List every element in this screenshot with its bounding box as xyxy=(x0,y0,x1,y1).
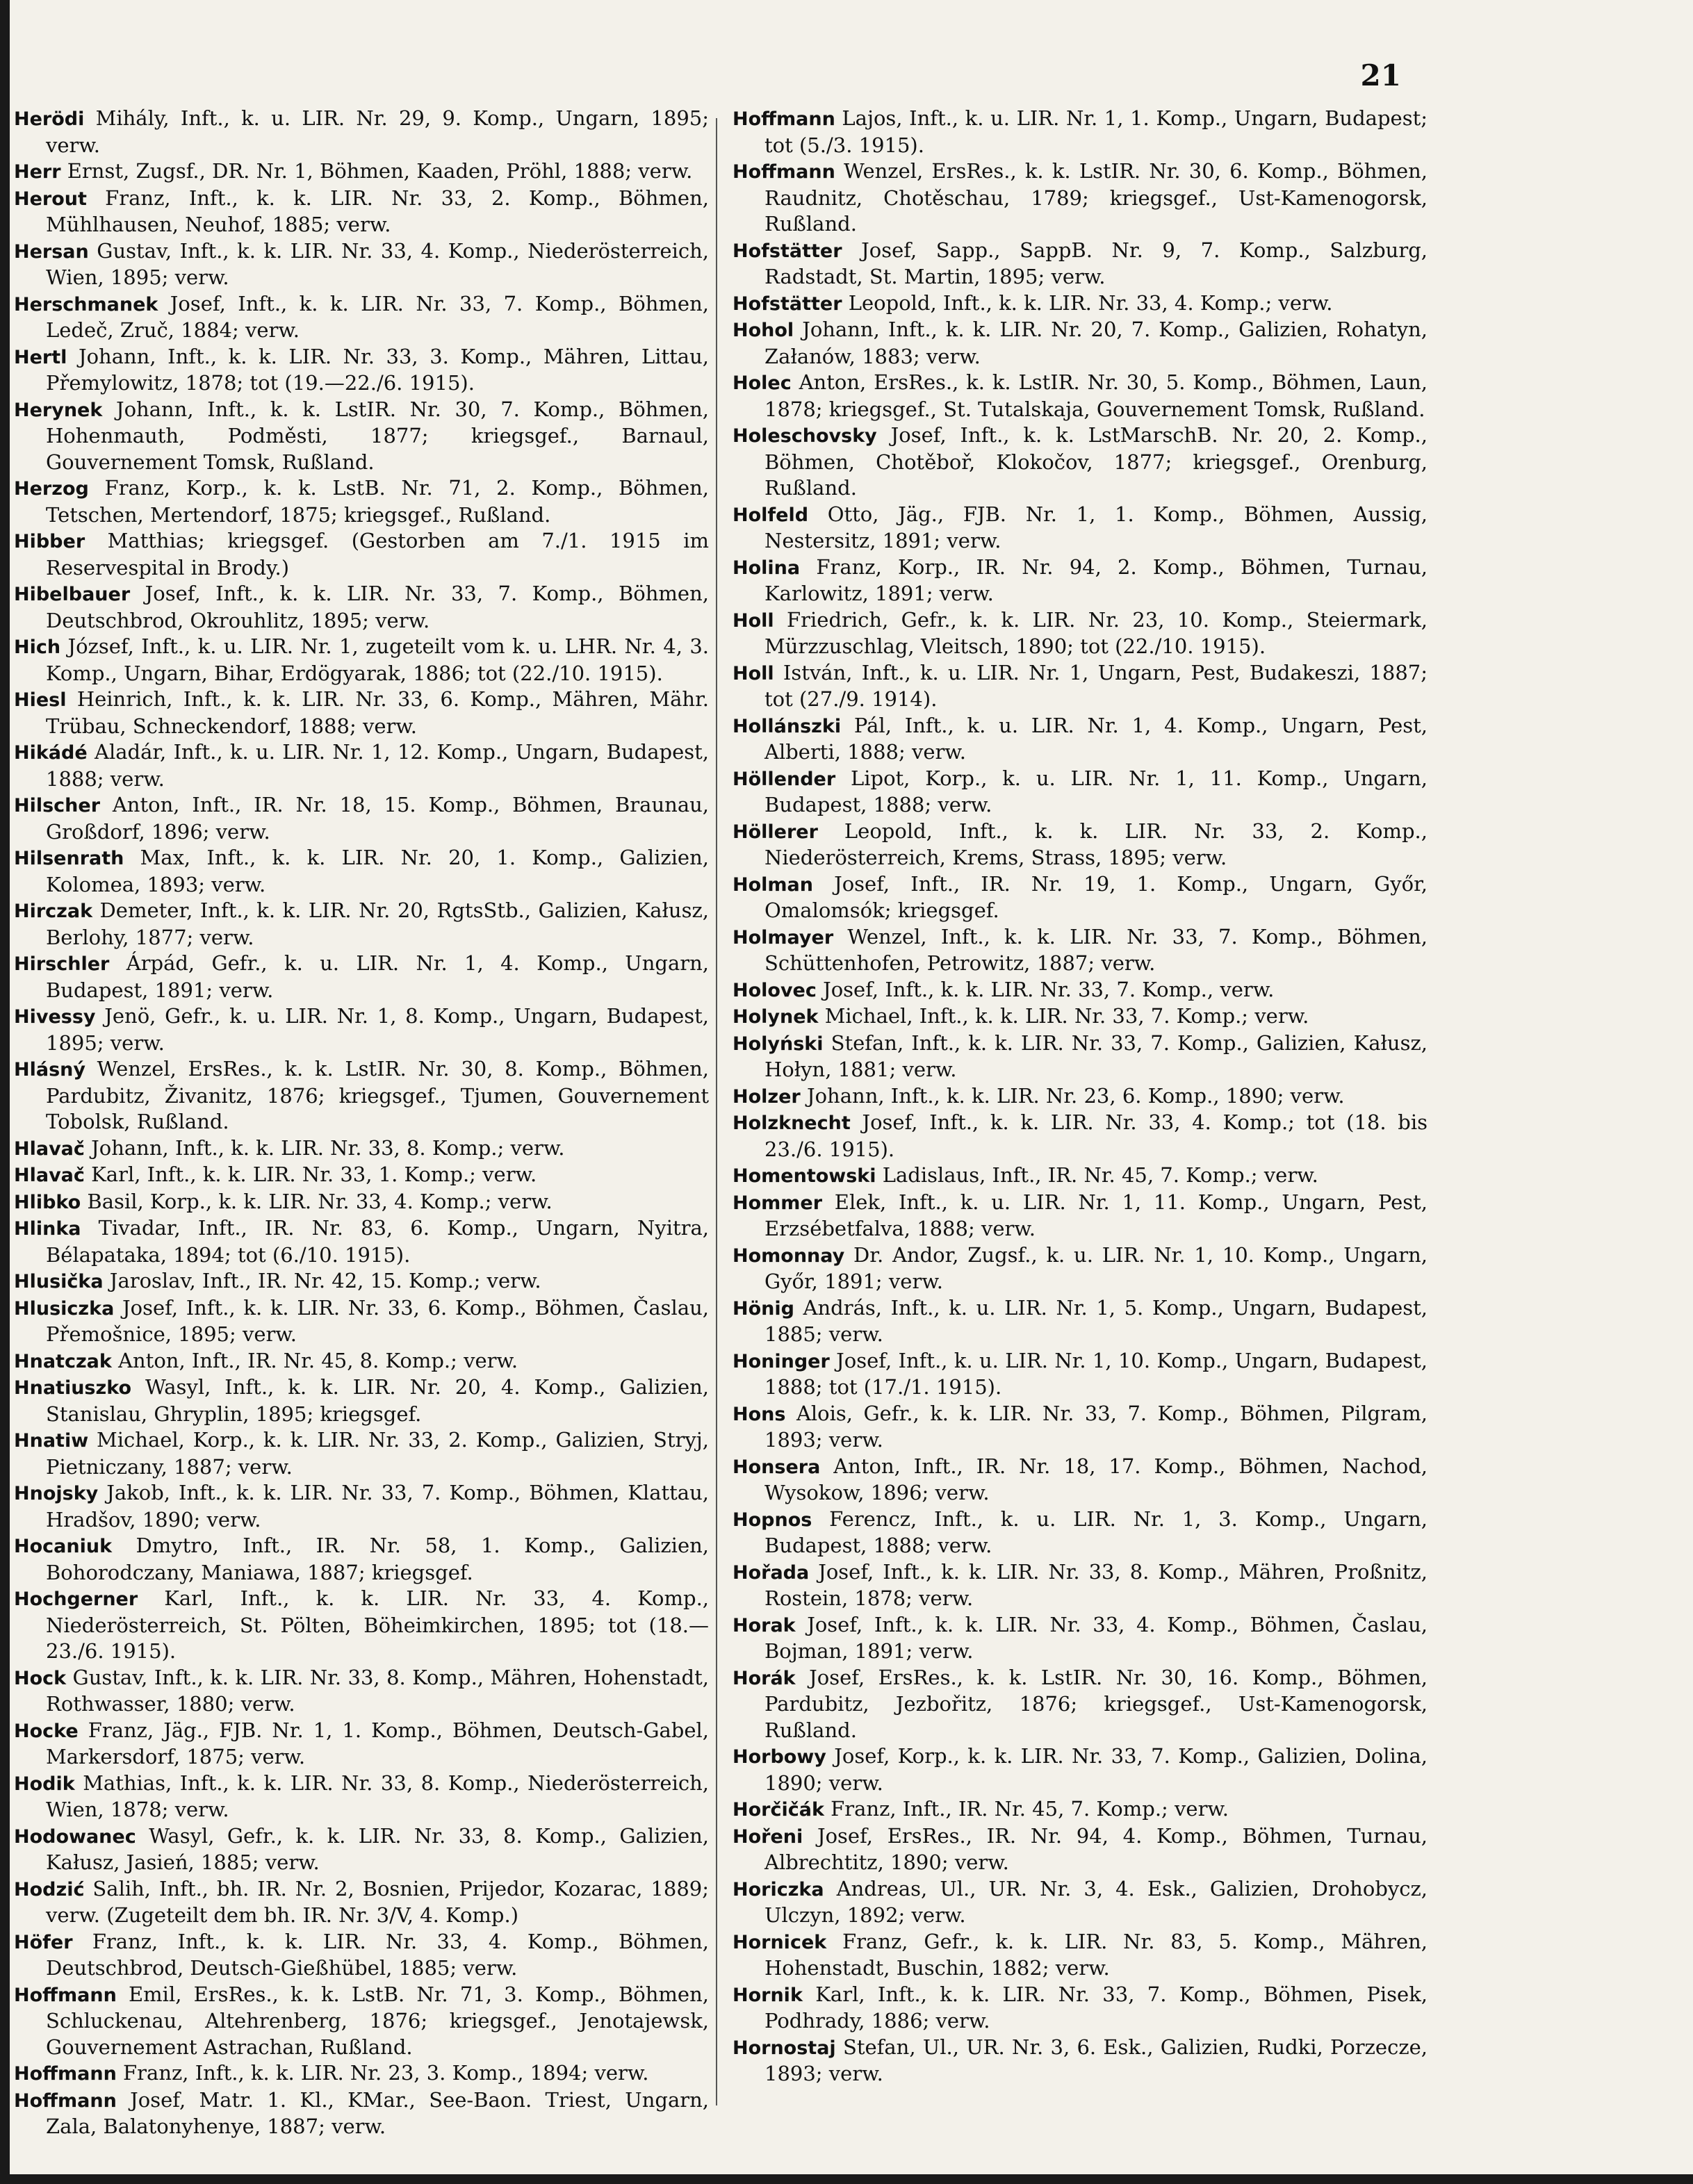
entry-surname: Honsera xyxy=(733,1456,821,1478)
entry-details: Josef, Inft., k. k. LIR. Nr. 33, 4. Komp., Böhmen, Časlau, Bojman, 1891; verw. xyxy=(764,1612,1428,1663)
entry-details: Josef, Korp., k. k. LIR. Nr. 33, 7. Komp., Galizien, Dolina, 1890; verw. xyxy=(764,1744,1428,1795)
entry-surname: Horák xyxy=(733,1667,796,1689)
entry-surname: Holl xyxy=(733,662,774,684)
directory-entry xyxy=(14,106,709,158)
entry-details: Josef, Inft., k. u. LIR. Nr. 1, 10. Komp., Ungarn, Budapest, 1888; tot (17./1. 1915). xyxy=(764,1348,1428,1399)
entry-surname: Hlásný xyxy=(14,1059,85,1081)
directory-entry xyxy=(733,1110,1428,1163)
entry-details: Stefan, Ul., UR. Nr. 3, 6. Esk., Galizien, Rudki, Porzecze, 1893; verw. xyxy=(764,2035,1428,2085)
directory-entry xyxy=(733,370,1428,422)
directory-entry xyxy=(733,766,1428,819)
entry-surname: Hersan xyxy=(14,240,89,263)
entry-surname: Hilscher xyxy=(14,795,101,816)
entry-surname: Hoffmann xyxy=(14,2063,117,2085)
directory-entry xyxy=(14,158,709,186)
directory-entry xyxy=(14,291,709,344)
entry-surname: Hodik xyxy=(14,1773,75,1795)
entry-details: Friedrich, Gefr., k. k. LIR. Nr. 23, 10. Komp., Steiermark, Mürzzuschlag, Vleitsch, 1890; tot (22./10. 1915). xyxy=(764,607,1428,658)
entry-details: Emil, ErsRes., k. k. LstB. Nr. 71, 3. Komp., Böhmen, Schluckenau, Altehrenberg, 1876; kriegsgef., Jenotajewsk, Gouvernement Astrachan, Rußland. xyxy=(46,1982,709,2059)
directory-entry xyxy=(14,1982,709,2061)
entry-surname: Hornostaj xyxy=(733,2037,836,2059)
entry-details: Wenzel, ErsRes., k. k. LstIR. Nr. 30, 6. Komp., Böhmen, Raudnitz, Chotěschau, 1789; kriegsgef., Ust-Kamenogorsk, Rußland. xyxy=(764,159,1428,236)
directory-entry xyxy=(733,1743,1428,1796)
entry-surname: Hnojsky xyxy=(14,1483,99,1504)
entry-surname: Hofstätter xyxy=(733,240,842,262)
directory-entry xyxy=(14,528,709,581)
entry-surname: Hertl xyxy=(14,346,67,368)
directory-entry xyxy=(733,2035,1428,2087)
entry-details: Franz, Inft., k. k. LIR. Nr. 33, 4. Komp., Böhmen, Deutschbrod, Deutsch-Gießhübel, 1885; verw. xyxy=(46,1929,709,1980)
directory-entry xyxy=(14,2087,709,2140)
directory-entry xyxy=(733,1796,1428,1823)
directory-entry xyxy=(14,1771,709,1823)
entry-details: Josef, Inft., k. k. LIR. Nr. 33, 8. Komp., Mähren, Proßnitz, Rostein, 1878; verw. xyxy=(764,1559,1428,1610)
entry-details: Gustav, Inft., k. k. LIR. Nr. 33, 8. Komp., Mähren, Hohenstadt, Rothwasser, 1880; verw. xyxy=(46,1665,709,1716)
directory-entry xyxy=(14,1189,709,1216)
directory-entry xyxy=(14,1295,709,1348)
directory-entry xyxy=(733,1190,1428,1242)
entry-surname: Hořeni xyxy=(733,1825,803,1848)
entry-details: Josef, Inft., k. k. LIR. Nr. 33, 6. Komp., Böhmen, Časlau, Přemošnice, 1895; verw. xyxy=(46,1295,709,1346)
entry-details: Alois, Gefr., k. k. LIR. Nr. 33, 7. Komp., Böhmen, Pilgram, 1893; verw. xyxy=(764,1401,1428,1452)
entry-surname: Hlusiczka xyxy=(14,1297,115,1320)
entry-surname: Homentowski xyxy=(733,1165,876,1187)
entry-details: Wenzel, ErsRes., k. k. LstIR. Nr. 30, 8. Komp., Böhmen, Pardubitz, Živanitz, 1876; kriegsgef., Tjumen, Gouvernement Tobolsk, Rußland. xyxy=(46,1057,709,1133)
entry-details: Josef, ErsRes., IR. Nr. 94, 4. Komp., Böhmen, Turnau, Albrechtitz, 1890; verw. xyxy=(764,1823,1428,1874)
directory-entry xyxy=(733,1348,1428,1401)
entry-surname: Hohol xyxy=(733,320,794,341)
directory-entry xyxy=(733,1823,1428,1876)
left-column xyxy=(14,106,709,2140)
directory-entry xyxy=(733,1876,1428,1929)
entry-details: Otto, Jäg., FJB. Nr. 1, 1. Komp., Böhmen, Aussig, Nestersitz, 1891; verw. xyxy=(764,502,1428,552)
entry-surname: Hopnos xyxy=(733,1509,812,1531)
entry-details: Franz, Korp., IR. Nr. 94, 2. Komp., Böhmen, Turnau, Karlowitz, 1891; verw. xyxy=(764,555,1428,605)
entry-details: András, Inft., k. u. LIR. Nr. 1, 5. Komp., Ungarn, Budapest, 1885; verw. xyxy=(764,1295,1428,1346)
directory-entry xyxy=(733,422,1428,502)
directory-entry xyxy=(733,106,1428,158)
entry-details: Ferencz, Inft., k. u. LIR. Nr. 1, 3. Komp., Ungarn, Budapest, 1888; verw. xyxy=(764,1506,1428,1557)
directory-entry xyxy=(14,581,709,634)
entry-surname: Hoffmann xyxy=(733,161,835,183)
entry-surname: Hons xyxy=(733,1403,786,1425)
directory-entry xyxy=(14,475,709,528)
directory-entry xyxy=(14,1586,709,1665)
entry-surname: Holfeld xyxy=(733,504,809,526)
entry-details: Leopold, Inft., k. k. LIR. Nr. 33, 2. Komp., Niederösterreich, Krems, Strass, 1895; verw. xyxy=(764,819,1428,869)
entry-surname: Hochgerner xyxy=(14,1588,138,1610)
entry-details: Dmytro, Inft., IR. Nr. 58, 1. Komp., Galizien, Bohorodczany, Maniawa, 1887; kriegsgef. xyxy=(46,1534,709,1584)
entry-details: Josef, Inft., k. k. LIR. Nr. 33, 4. Komp.; tot (18. bis 23./6. 1915). xyxy=(764,1110,1428,1161)
directory-entry xyxy=(14,1718,709,1771)
directory-entry xyxy=(14,1480,709,1533)
entry-details: Leopold, Inft., k. k. LIR. Nr. 33, 4. Komp.; verw. xyxy=(842,290,1333,315)
entry-surname: Höllender xyxy=(733,768,836,790)
directory-entry xyxy=(14,186,709,238)
entry-details: Aladár, Inft., k. u. LIR. Nr. 1, 12. Komp., Ungarn, Budapest, 1888; verw. xyxy=(46,740,709,791)
entry-details: Karl, Inft., k. k. LIR. Nr. 33, 4. Komp., Niederösterreich, St. Pölten, Böheimkirchen, 1895; tot (18.—23./6. 1915). xyxy=(46,1586,709,1663)
entry-details: Lajos, Inft., k. u. LIR. Nr. 1, 1. Komp., Ungarn, Budapest; tot (5./3. 1915). xyxy=(764,106,1428,157)
entry-surname: Holeschovsky xyxy=(733,425,877,447)
entry-surname: Horbowy xyxy=(733,1746,826,1768)
entry-surname: Hoffmann xyxy=(14,1984,117,2006)
entry-details: Matthias; kriegsgef. (Gestorben am 7./1. 1915 im Reservespital in Brody.) xyxy=(46,529,709,580)
entry-surname: Hich xyxy=(14,637,61,658)
entry-details: Josef, Inft., k. k. LstMarschB. Nr. 20, 2. Komp., Böhmen, Chotěboř, Klokočov, 1877; kriegsgef., Orenburg, Rußland. xyxy=(764,423,1428,500)
entry-surname: Honinger xyxy=(733,1350,830,1372)
entry-surname: Hlusička xyxy=(14,1271,104,1292)
entry-surname: Hlibko xyxy=(14,1191,81,1213)
scan-edge-bottom xyxy=(0,2174,1693,2184)
entry-details: Heinrich, Inft., k. k. LIR. Nr. 33, 6. Komp., Mähren, Mähr. Trübau, Schneckendorf, 1888; verw. xyxy=(46,687,709,738)
directory-entry xyxy=(733,1003,1428,1031)
entry-details: Karl, Inft., k. k. LIR. Nr. 33, 1. Komp.; verw. xyxy=(84,1163,537,1186)
directory-entry xyxy=(733,977,1428,1004)
right-column xyxy=(733,106,1428,2087)
entry-surname: Hibelbauer xyxy=(14,584,131,605)
directory-entry xyxy=(733,1031,1428,1083)
entry-surname: Hiesl xyxy=(14,689,67,711)
entry-surname: Hlinka xyxy=(14,1218,81,1240)
directory-entry xyxy=(733,1929,1428,1982)
directory-entry xyxy=(733,1612,1428,1665)
directory-entry xyxy=(14,634,709,687)
directory-entry xyxy=(14,1876,709,1929)
entry-surname: Hikádé xyxy=(14,742,88,764)
entry-surname: Hnatczak xyxy=(14,1350,112,1372)
entry-surname: Herout xyxy=(14,188,87,210)
directory-entry xyxy=(733,238,1428,290)
entry-details: István, Inft., k. u. LIR. Nr. 1, Ungarn, Pest, Budakeszi, 1887; tot (27./9. 1914). xyxy=(764,660,1428,711)
directory-entry xyxy=(733,290,1428,318)
entry-details: Jakob, Inft., k. k. LIR. Nr. 33, 7. Komp., Böhmen, Klattau, Hradšov, 1890; verw. xyxy=(46,1481,709,1532)
entry-surname: Horiczka xyxy=(733,1878,824,1900)
entry-details: Johann, Inft., k. k. LIR. Nr. 33, 3. Komp., Mähren, Littau, Přemylowitz, 1878; tot (19.—22./6. 1915). xyxy=(46,344,709,395)
directory-entry xyxy=(14,898,709,951)
entry-details: Franz, Inft., IR. Nr. 45, 7. Komp.; verw. xyxy=(824,1797,1229,1821)
entry-surname: Hocaniuk xyxy=(14,1536,113,1557)
entry-details: Josef, Inft., IR. Nr. 19, 1. Komp., Ungarn, Győr, Omalomsók; kriegsgef. xyxy=(764,871,1428,922)
entry-details: Salih, Inft., bh. IR. Nr. 2, Bosnien, Prijedor, Kozarac, 1889; verw. (Zugeteilt dem bh. IR. Nr. 3/V, 4. Komp.) xyxy=(46,1876,709,1927)
entry-surname: Holl xyxy=(733,609,774,632)
entry-details: Anton, Inft., IR. Nr. 18, 17. Komp., Böhmen, Nachod, Wysokow, 1896; verw. xyxy=(764,1454,1428,1504)
entry-surname: Holmayer xyxy=(733,926,834,949)
directory-entry xyxy=(733,502,1428,555)
entry-details: Josef, Inft., k. k. LIR. Nr. 33, 7. Komp., verw. xyxy=(816,977,1275,1001)
entry-details: Basil, Korp., k. k. LIR. Nr. 33, 4. Komp.; verw. xyxy=(81,1189,553,1213)
entry-surname: Herschmanek xyxy=(14,293,158,315)
entry-surname: Höllerer xyxy=(733,821,818,843)
entry-details: Josef, Inft., k. k. LIR. Nr. 33, 7. Komp., Böhmen, Deutschbrod, Okrouhlitz, 1895; verw. xyxy=(46,582,709,632)
directory-entry xyxy=(14,2060,709,2087)
directory-entry xyxy=(733,1559,1428,1612)
entry-details: Johann, Inft., k. k. LstIR. Nr. 30, 7. Komp., Böhmen, Hohenmauth, Podměsti, 1877; kriegsgef., Barnaul, Gouvernement Tomsk, Rußland. xyxy=(46,397,709,474)
entry-surname: Herödi xyxy=(14,108,85,130)
entry-details: Johann, Inft., k. k. LIR. Nr. 23, 6. Komp., 1890; verw. xyxy=(800,1083,1345,1108)
entry-surname: Hodowanec xyxy=(14,1825,136,1848)
entry-surname: Homonnay xyxy=(733,1245,845,1267)
directory-entry xyxy=(14,1533,709,1586)
entry-surname: Hornicek xyxy=(733,1931,827,1953)
entry-surname: Holina xyxy=(733,557,801,579)
directory-entry xyxy=(733,1665,1428,1744)
entry-surname: Holyński xyxy=(733,1033,824,1055)
directory-entry xyxy=(733,1163,1428,1190)
entry-surname: Hořada xyxy=(733,1561,810,1584)
entry-details: Stefan, Inft., k. k. LIR. Nr. 33, 7. Komp., Galizien, Kałusz, Hołyn, 1881; verw. xyxy=(764,1031,1428,1081)
entry-details: Elek, Inft., k. u. LIR. Nr. 1, 11. Komp., Ungarn, Pest, Erzsébetfalva, 1888; verw. xyxy=(764,1190,1428,1240)
entry-details: Wenzel, Inft., k. k. LIR. Nr. 33, 7. Komp., Böhmen, Schüttenhofen, Petrowitz, 1887; verw. xyxy=(764,924,1428,975)
directory-entry xyxy=(14,1427,709,1480)
entry-surname: Hoffmann xyxy=(14,2089,117,2112)
entry-surname: Hnatiuszko xyxy=(14,1377,131,1399)
entry-details: Franz, Inft., k. k. LIR. Nr. 23, 3. Komp., 1894; verw. xyxy=(116,2061,649,2085)
directory-entry xyxy=(14,792,709,845)
entry-details: Anton, Inft., IR. Nr. 18, 15. Komp., Böhmen, Braunau, Großdorf, 1896; verw. xyxy=(46,793,709,844)
entry-surname: Holynek xyxy=(733,1006,819,1028)
entry-details: Wasyl, Gefr., k. k. LIR. Nr. 33, 8. Komp., Galizien, Kałusz, Jasień, 1885; verw. xyxy=(46,1823,709,1874)
directory-entry xyxy=(733,713,1428,766)
entry-surname: Hocke xyxy=(14,1720,79,1742)
entry-details: Josef, Sapp., SappB. Nr. 9, 7. Komp., Salzburg, Radstadt, St. Martin, 1895; verw. xyxy=(764,238,1428,288)
directory-entry xyxy=(14,845,709,898)
entry-details: Josef, ErsRes., k. k. LstIR. Nr. 30, 16. Komp., Böhmen, Pardubitz, Jezbořitz, 1876; kriegsgef., Ust-Kamenogorsk, Rußland. xyxy=(764,1665,1428,1742)
directory-entry xyxy=(14,1665,709,1718)
entry-details: Franz, Korp., k. k. LstB. Nr. 71, 2. Komp., Böhmen, Tetschen, Mertendorf, 1875; kriegsgef., Rußland. xyxy=(46,476,709,527)
directory-entry xyxy=(14,739,709,792)
directory-entry xyxy=(733,1083,1428,1110)
entry-details: Anton, ErsRes., k. k. LstIR. Nr. 30, 5. Komp., Böhmen, Laun, 1878; kriegsgef., St. Tutalskaja, Gouvernement Tomsk, Rußland. xyxy=(764,370,1428,421)
entry-details: Anton, Inft., IR. Nr. 45, 8. Komp.; verw. xyxy=(111,1348,518,1372)
entry-surname: Hirczak xyxy=(14,901,93,922)
entry-details: Michael, Korp., k. k. LIR. Nr. 33, 2. Komp., Galizien, Stryj, Pietniczany, 1887; verw. xyxy=(46,1428,709,1479)
entry-surname: Hilsenrath xyxy=(14,848,124,869)
entry-surname: Hornik xyxy=(733,1984,803,2006)
entry-surname: Horčičák xyxy=(733,1799,824,1821)
directory-entry xyxy=(14,1003,709,1056)
entry-surname: Hlavač xyxy=(14,1165,85,1186)
directory-entry xyxy=(14,344,709,397)
entry-details: Dr. Andor, Zugsf., k. u. LIR. Nr. 1, 10. Komp., Ungarn, Győr, 1891; verw. xyxy=(764,1242,1428,1293)
directory-entry xyxy=(733,1401,1428,1454)
directory-entry xyxy=(733,924,1428,977)
directory-entry xyxy=(733,660,1428,713)
directory-entry xyxy=(14,1929,709,1982)
entry-surname: Hirschler xyxy=(14,953,110,975)
column-divider xyxy=(716,118,717,2105)
directory-entry xyxy=(14,1268,709,1295)
entry-surname: Hofstätter xyxy=(733,293,842,315)
entry-details: Johann, Inft., k. k. LIR. Nr. 20, 7. Komp., Galizien, Rohatyn, Załanów, 1883; verw. xyxy=(764,318,1428,368)
entry-surname: Hnatiw xyxy=(14,1430,89,1452)
entry-details: Ladislaus, Inft., IR. Nr. 45, 7. Komp.; verw. xyxy=(876,1163,1318,1187)
directory-entry xyxy=(733,1295,1428,1348)
directory-entry xyxy=(14,1162,709,1189)
entry-surname: Holzknecht xyxy=(733,1112,851,1134)
entry-details: Gustav, Inft., k. k. LIR. Nr. 33, 4. Komp., Niederösterreich, Wien, 1895; verw. xyxy=(46,238,709,289)
directory-entry xyxy=(14,238,709,291)
directory-entry xyxy=(733,1454,1428,1506)
entry-details: Lipot, Korp., k. u. LIR. Nr. 1, 11. Komp., Ungarn, Budapest, 1888; verw. xyxy=(764,766,1428,816)
directory-entry xyxy=(14,397,709,476)
directory-entry xyxy=(733,1242,1428,1295)
directory-entry xyxy=(14,1215,709,1268)
entry-details: Árpád, Gefr., k. u. LIR. Nr. 1, 4. Komp., Ungarn, Budapest, 1891; verw. xyxy=(46,951,709,1002)
entry-details: Karl, Inft., k. k. LIR. Nr. 33, 7. Komp., Böhmen, Pisek, Podhrady, 1886; verw. xyxy=(764,1982,1428,2033)
entry-surname: Höfer xyxy=(14,1931,73,1953)
entry-details: Michael, Inft., k. k. LIR. Nr. 33, 7. Komp.; verw. xyxy=(818,1004,1309,1028)
directory-entry xyxy=(733,555,1428,607)
entry-surname: Holman xyxy=(733,873,813,896)
entry-surname: Hodzić xyxy=(14,1878,85,1900)
directory-entry xyxy=(14,1823,709,1876)
entry-surname: Hock xyxy=(14,1667,67,1689)
directory-entry xyxy=(733,158,1428,238)
entry-details: Ernst, Zugsf., DR. Nr. 1, Böhmen, Kaaden, Pröhl, 1888; verw. xyxy=(60,159,693,183)
entry-details: Pál, Inft., k. u. LIR. Nr. 1, 4. Komp., Ungarn, Pest, Alberti, 1888; verw. xyxy=(764,713,1428,764)
directory-entry xyxy=(733,1982,1428,2035)
directory-entry xyxy=(14,951,709,1003)
entry-surname: Hönig xyxy=(733,1297,794,1320)
directory-entry xyxy=(14,687,709,739)
directory-entry xyxy=(14,1135,709,1163)
entry-surname: Hoffmann xyxy=(733,108,835,130)
entry-details: Franz, Jäg., FJB. Nr. 1, 1. Komp., Böhmen, Deutsch-Gabel, Markersdorf, 1875; verw. xyxy=(46,1718,709,1768)
page-number: 21 xyxy=(1360,58,1401,92)
entry-details: Jaroslav, Inft., IR. Nr. 42, 15. Komp.; verw. xyxy=(103,1269,541,1292)
entry-surname: Holovec xyxy=(733,979,817,1001)
directory-entry xyxy=(733,819,1428,871)
entry-details: Jenö, Gefr., k. u. LIR. Nr. 1, 8. Komp., Ungarn, Budapest, 1895; verw. xyxy=(46,1004,709,1055)
entry-details: Mathias, Inft., k. k. LIR. Nr. 33, 8. Komp., Niederösterreich, Wien, 1878; verw. xyxy=(46,1771,709,1821)
entry-surname: Holzer xyxy=(733,1085,801,1108)
entry-surname: Hlavač xyxy=(14,1138,85,1160)
entry-details: Andreas, Ul., UR. Nr. 3, 4. Esk., Galizien, Drohobycz, Ulczyn, 1892; verw. xyxy=(764,1876,1428,1927)
entry-details: Franz, Gefr., k. k. LIR. Nr. 83, 5. Komp., Mähren, Hohenstadt, Buschin, 1882; verw. xyxy=(764,1929,1428,1980)
directory-entry xyxy=(14,1056,709,1135)
directory-entry xyxy=(733,607,1428,660)
directory-entry xyxy=(14,1374,709,1427)
entry-surname: Herynek xyxy=(14,399,103,421)
entry-surname: Horak xyxy=(733,1614,796,1636)
directory-entry xyxy=(733,317,1428,370)
directory-entry xyxy=(733,1506,1428,1559)
entry-surname: Hibber xyxy=(14,531,85,552)
directory-entry xyxy=(14,1348,709,1375)
entry-details: Demeter, Inft., k. k. LIR. Nr. 20, RgtsStb., Galizien, Kałusz, Berlohy, 1877; verw. xyxy=(46,898,709,949)
entry-details: Josef, Matr. 1. Kl., KMar., See-Baon. Triest, Ungarn, Zala, Balatonyhenye, 1887; verw. xyxy=(46,2087,709,2138)
entry-surname: Hivessy xyxy=(14,1006,96,1028)
entry-details: Josef, Inft., k. k. LIR. Nr. 33, 7. Komp., Böhmen, Ledeč, Zruč, 1884; verw. xyxy=(46,291,709,342)
entry-details: Franz, Inft., k. k. LIR. Nr. 33, 2. Komp., Böhmen, Mühlhausen, Neuhof, 1885; verw. xyxy=(46,186,709,236)
entry-surname: Hommer xyxy=(733,1192,823,1214)
entry-surname: Hollánszki xyxy=(733,715,842,737)
entry-surname: Herr xyxy=(14,161,61,183)
scan-edge-left xyxy=(0,0,10,2184)
entry-surname: Holec xyxy=(733,372,792,394)
entry-details: József, Inft., k. u. LIR. Nr. 1, zugeteilt vom k. u. LHR. Nr. 4, 3. Komp., Ungarn, Bihar, Erdögyarak, 1886; tot (22./10. 1915). xyxy=(46,634,709,685)
entry-surname: Herzog xyxy=(14,478,89,500)
directory-entry xyxy=(733,871,1428,924)
entry-details: Johann, Inft., k. k. LIR. Nr. 33, 8. Komp.; verw. xyxy=(84,1135,565,1160)
entry-details: Max, Inft., k. k. LIR. Nr. 20, 1. Komp., Galizien, Kolomea, 1893; verw. xyxy=(46,846,709,896)
entry-details: Mihály, Inft., k. u. LIR. Nr. 29, 9. Komp., Ungarn, 1895; verw. xyxy=(46,106,709,157)
entry-details: Tivadar, Inft., IR. Nr. 83, 6. Komp., Ungarn, Nyitra, Bélapataka, 1894; tot (6./10. 1915). xyxy=(46,1216,709,1267)
entry-details: Wasyl, Inft., k. k. LIR. Nr. 20, 4. Komp., Galizien, Stanislau, Ghryplin, 1895; kriegsgef. xyxy=(46,1375,709,1426)
